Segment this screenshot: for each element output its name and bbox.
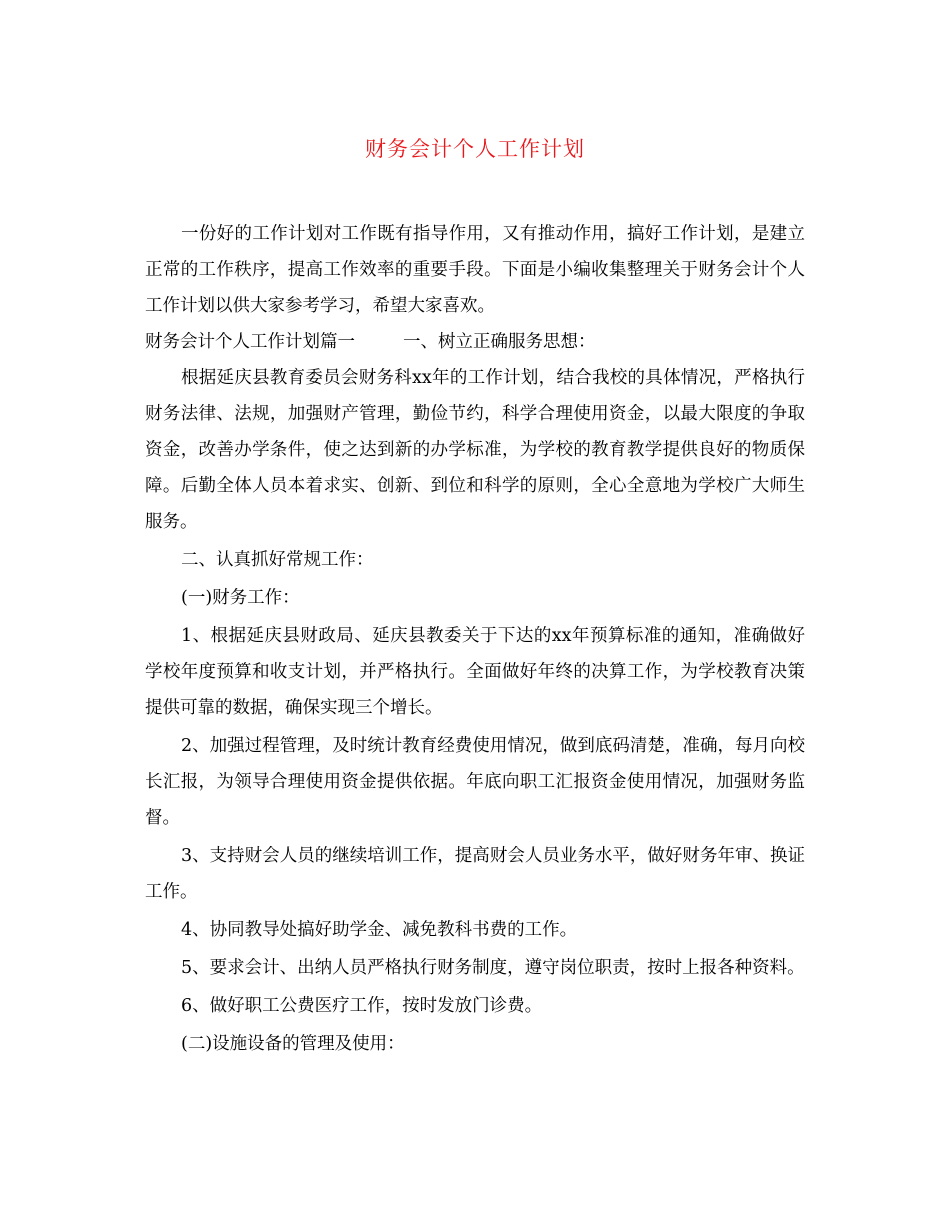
document-title: 财务会计个人工作计划 [365, 137, 585, 161]
section-heading-subtitle: 一、树立正确服务思想： [403, 332, 596, 352]
subheading-paragraph: 二、认真抓好常规工作： [181, 550, 374, 570]
list-item-paragraph: 1、根据延庆县财政局、延庆县教委关于下达的xx年预算标准的通知，准确做好学校年度预算和收支计划，并严格执行。全面做好年终的决算工作，为学校教育决策提供可靠的数据，确保实现三个增长。 [145, 626, 805, 718]
list-item-paragraph: 3、支持财会人员的继续培训工作，提高财会人员业务水平，做好财务年审、换证工作。 [145, 846, 805, 902]
intro-paragraph: 一份好的工作计划对工作既有指导作用，又有推动作用，搞好工作计划，是建立正常的工作秩序，提高工作效率的重要手段。下面是小编收集整理关于财务会计个人工作计划以供大家参考学习，希望大家喜欢。 [145, 224, 805, 316]
list-item-paragraph: 4、协同教导处搞好助学金、减免教科书费的工作。 [181, 920, 578, 940]
document-body [145, 216, 805, 1062]
section-heading [145, 324, 805, 360]
subheading-paragraph: (一)财务工作： [181, 588, 300, 608]
section-heading-title: 财务会计个人工作计划篇一 [145, 332, 355, 352]
subheading-paragraph: (二)设施设备的管理及使用： [181, 1034, 405, 1054]
list-item-paragraph: 6、做好职工公费医疗工作，按时发放门诊费。 [181, 996, 543, 1016]
list-item-paragraph: 2、加强过程管理，及时统计教育经费使用情况，做到底码清楚，准确，每月向校长汇报，为领导合理使用资金提供依据。年底向职工汇报资金使用情况，加强财务监督。 [145, 736, 805, 828]
list-item-paragraph: 5、要求会计、出纳人员严格执行财务制度，遵守岗位职责，按时上报各种资料。 [181, 958, 805, 978]
body-paragraph: 根据延庆县教育委员会财务科xx年的工作计划，结合我校的具体情况，严格执行财务法律、法规，加强财产管理，勤俭节约，科学合理使用资金，以最大限度的争取资金，改善办学条件，使之达到新的办学标准，为学校的教育教学提供良好的物质保障。后勤全体人员本着求实、创新、到位和科学的原则，全心全意地为学校广大师生服务。 [145, 368, 805, 532]
